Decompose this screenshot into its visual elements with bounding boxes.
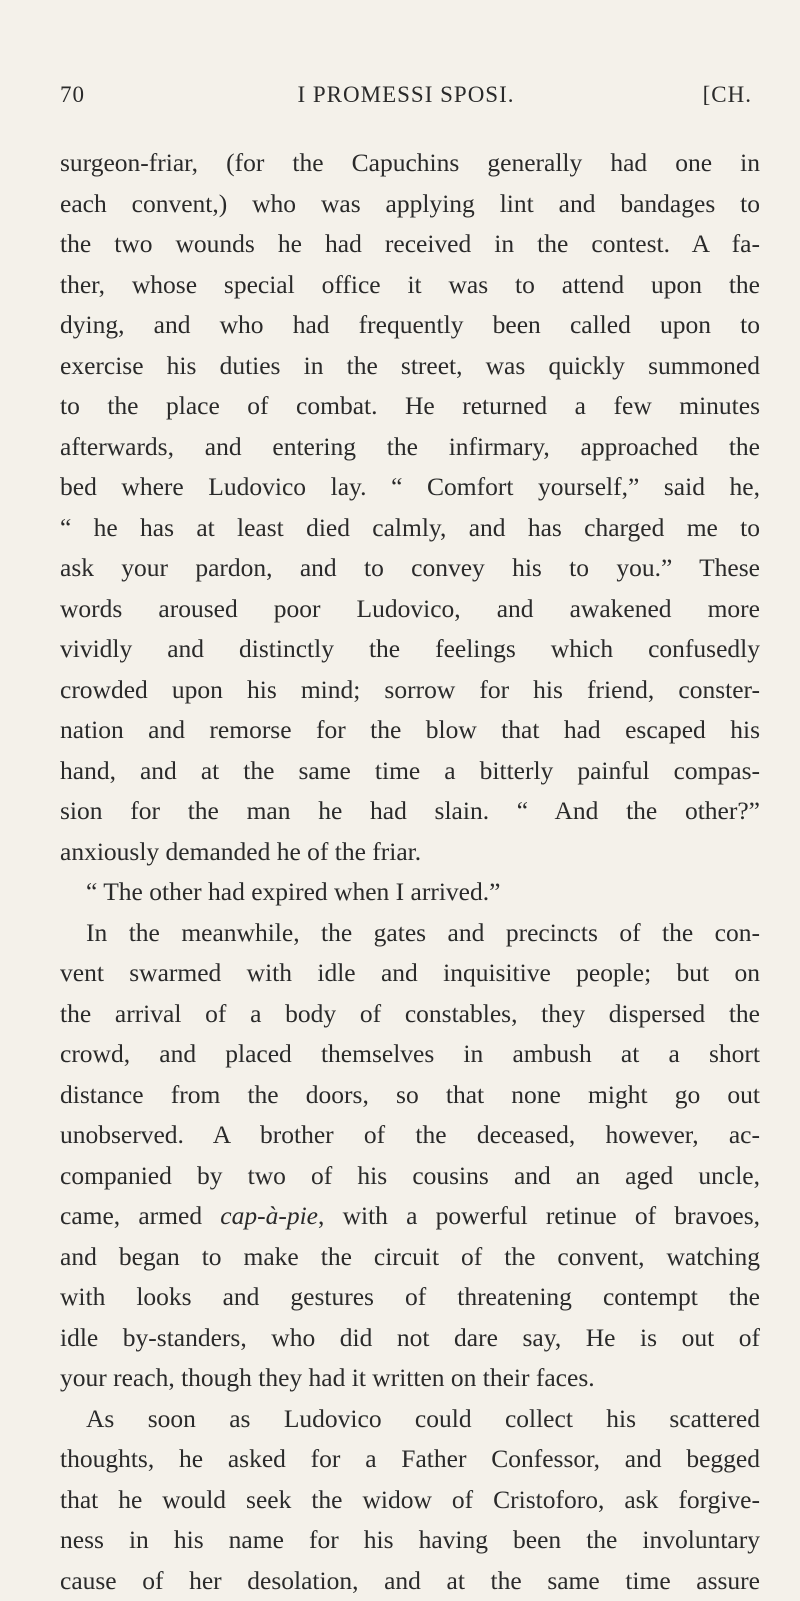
text-line: each convent,) who was applying lint and bandages to	[60, 184, 760, 225]
text-line: came, armed cap-à-pie, with a powerful retinue of bravoes,	[60, 1196, 760, 1237]
text-line: with looks and gestures of threatening contempt the	[60, 1277, 760, 1318]
text-line: exercise his duties in the street, was quickly summoned	[60, 346, 760, 387]
text-line: hand, and at the same time a bitterly painful compas-	[60, 751, 760, 792]
text-line: surgeon-friar, (for the Capuchins generally had one in	[60, 143, 760, 184]
text-line: ness in his name for his having been the involuntary	[60, 1520, 760, 1561]
text-line: the two wounds he had received in the contest. A fa-	[60, 224, 760, 265]
text-line: words aroused poor Ludovico, and awakened more	[60, 589, 760, 630]
text-line: idle by-standers, who did not dare say, He is out of	[60, 1318, 760, 1359]
running-header	[60, 82, 752, 118]
text-line: afterwards, and entering the infirmary, approached the	[60, 427, 760, 468]
text-line: “ he has at least died calmly, and has charged me to	[60, 508, 760, 549]
text-line: thoughts, he asked for a Father Confessor, and begged	[60, 1439, 760, 1480]
text-line: ther, whose special office it was to attend upon the	[60, 265, 760, 306]
running-title: I PROMESSI SPOSI.	[60, 82, 752, 108]
text-line: anxiously demanded he of the friar.	[60, 832, 760, 873]
text-line: In the meanwhile, the gates and precincts of the con-	[60, 913, 760, 954]
page-number: 70	[60, 82, 85, 108]
body-text	[60, 143, 760, 1601]
text-line: vent swarmed with idle and inquisitive people; but on	[60, 953, 760, 994]
text-line: cause of her desolation, and at the same time assure	[60, 1561, 760, 1601]
text-line: unobserved. A brother of the deceased, however, ac-	[60, 1115, 760, 1156]
text-line: companied by two of his cousins and an aged uncle,	[60, 1156, 760, 1197]
text-line: crowded upon his mind; sorrow for his friend, conster-	[60, 670, 760, 711]
text-line: ask your pardon, and to convey his to you.” These	[60, 548, 760, 589]
text-line: that he would seek the widow of Cristoforo, ask forgive-	[60, 1480, 760, 1521]
text-line: dying, and who had frequently been called upon to	[60, 305, 760, 346]
text-line: the arrival of a body of constables, they dispersed the	[60, 994, 760, 1035]
text-line: “ The other had expired when I arrived.”	[60, 872, 760, 913]
chapter-marker: [CH.	[703, 82, 752, 108]
text-line: your reach, though they had it written on their faces.	[60, 1358, 760, 1399]
text-line: sion for the man he had slain. “ And the other?”	[60, 791, 760, 832]
text-line: and began to make the circuit of the convent, watching	[60, 1237, 760, 1278]
text-line: to the place of combat. He returned a few minutes	[60, 386, 760, 427]
text-line: distance from the doors, so that none might go out	[60, 1075, 760, 1116]
text-line: As soon as Ludovico could collect his scattered	[60, 1399, 760, 1440]
text-line: crowd, and placed themselves in ambush at a short	[60, 1034, 760, 1075]
text-line: nation and remorse for the blow that had escaped his	[60, 710, 760, 751]
text-line: vividly and distinctly the feelings which confusedly	[60, 629, 760, 670]
text-line: bed where Ludovico lay. “ Comfort yourself,” said he,	[60, 467, 760, 508]
